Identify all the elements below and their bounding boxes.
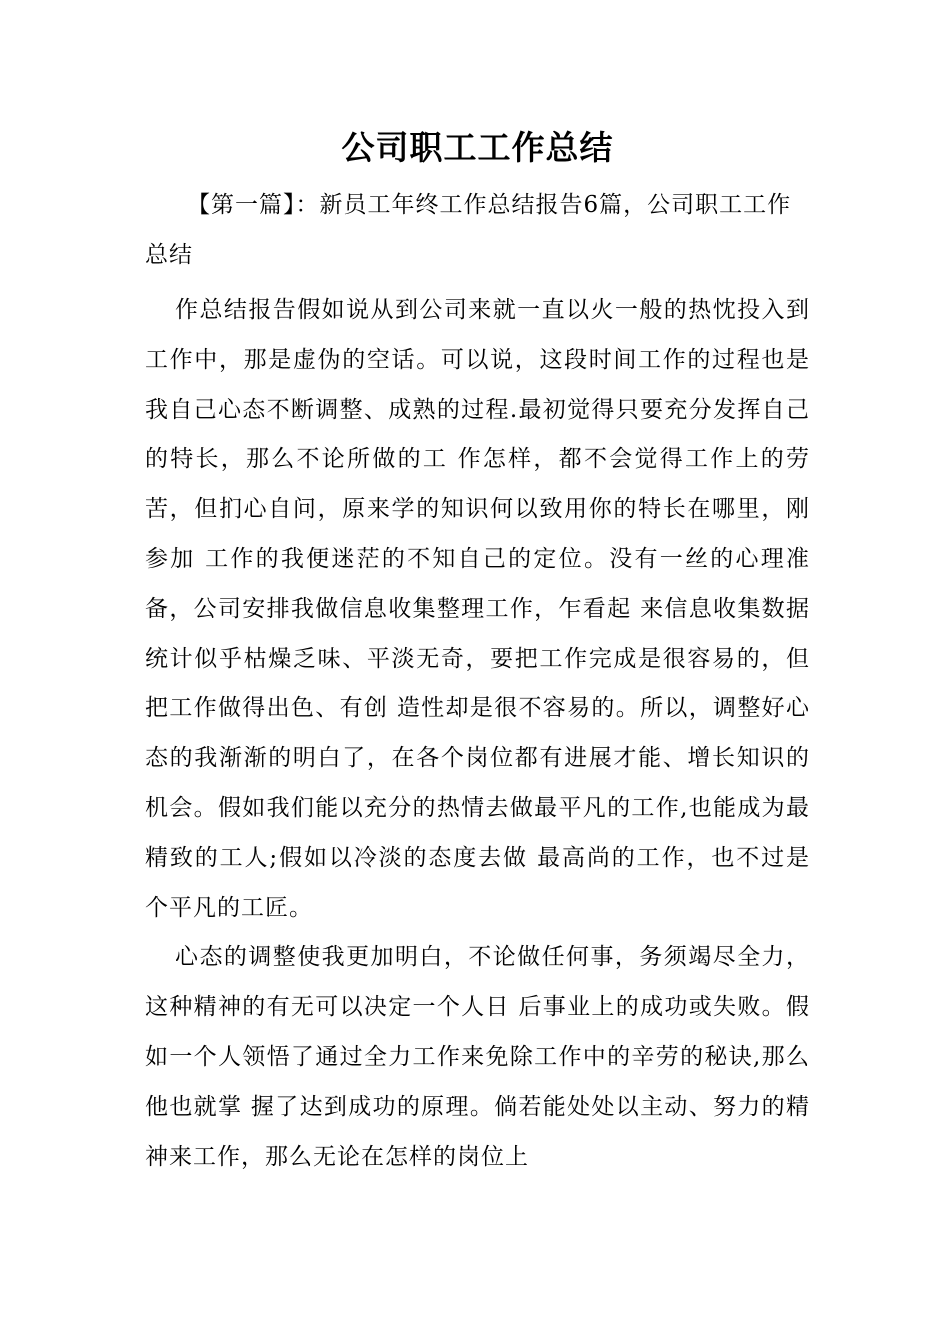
document-page	[145, 118, 810, 1182]
body-paragraph-2: 心态的调整使我更加明白，不论做任何事，务须竭尽全力，这种精神的有无可以决定一个人日 后事业上的成功或失败。假如一个人领悟了通过全力工作来免除工作中的辛劳的秘诀,那么他也就掌 握了达到成功的原理。倘若能处处以主动、努力的精神来工作，那么无论在怎样的岗位上	[145, 944, 810, 1170]
section-heading: 【第一篇】：新员工年终工作总结报告6篇，公司职工工作总结	[145, 192, 792, 268]
document-title: 公司职工工作总结	[341, 128, 614, 167]
body-paragraph-1: 作总结报告假如说从到公司来就一直以火一般的热忱投入到工作中，那是虚伪的空话。可以说，这段时间工作的过程也是我自己心态不断调整、成熟的过程.最初觉得只要充分发挥自己的特长，那么不论所做的工 作怎样，都不会觉得工作上的劳苦，但扪心自问，原来学的知识何以致用你的特长在哪里，刚参加 工作的我便迷茫的不知自己的定位。没有一丝的心理准备，公司安排我做信息收集整理工作，乍看起 来信息收集数据统计似乎枯燥乏味、平淡无奇，要把工作完成是很容易的，但把工作做得出色、有创 造性却是很不容易的。所以，调整好心态的我渐渐的明白了，在各个岗位都有进展才能、增长知识的 机会。假如我们能以充分的热情去做最平凡的工作,也能成为最精致的工人;假如以冷淡的态度去做 最高尚的工作，也不过是个平凡的工匠。	[145, 297, 810, 921]
